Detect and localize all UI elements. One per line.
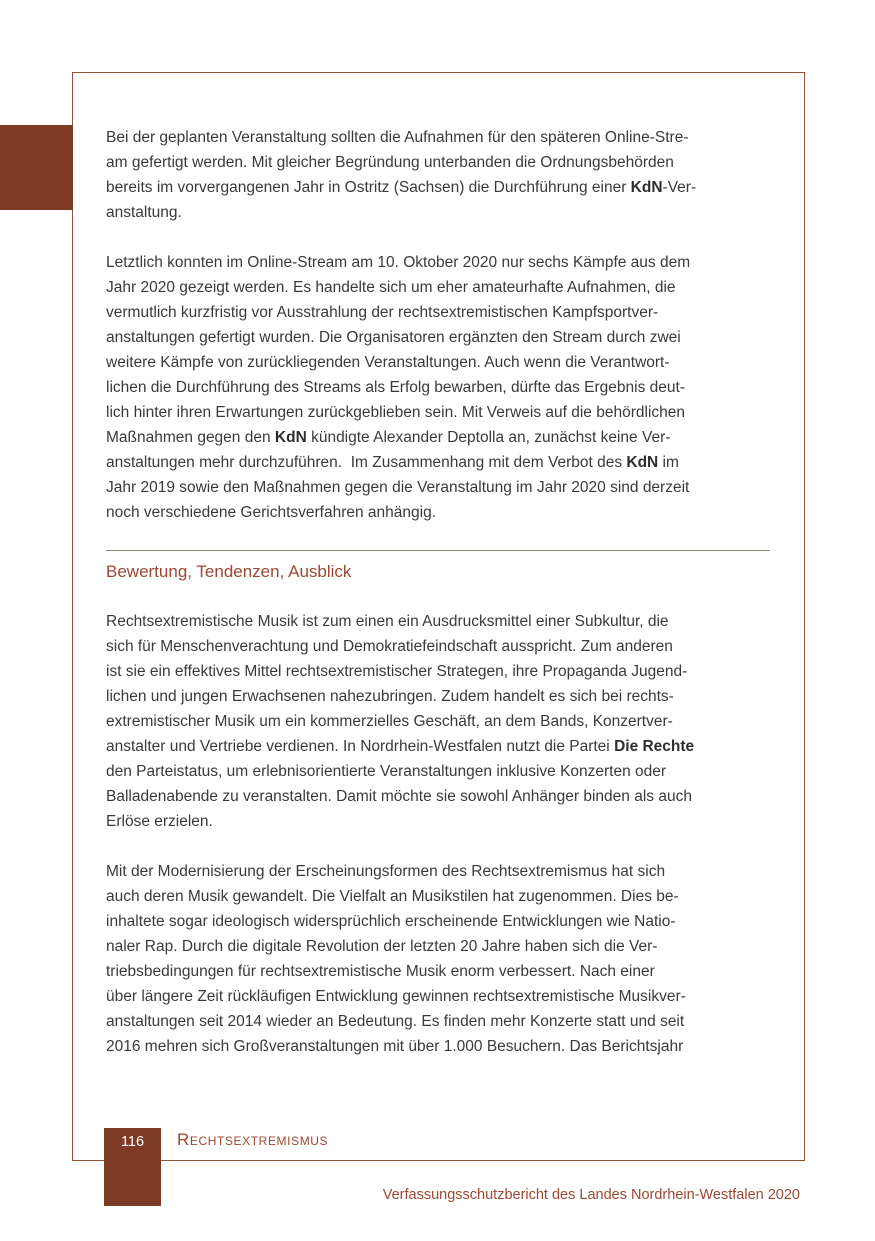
- page-frame: [72, 72, 805, 1161]
- page-number-box: [104, 1128, 161, 1206]
- paragraph: Rechtsextremistische Musik ist zum einen ein Ausdrucksmittel einer Subkultur, die sich für Menschenverachtung und Demokratiefeindschaft ausspricht. Zum anderen ist sie ein effektives Mittel rechtsextremistischer Strategen, ihre Propaganda Jugend- lichen und jungen Erwachsenen nahezubringen. Zudem handelt es sich bei rechts- extremistischer Musik um ein kommerzielles Geschäft, an dem Bands, Konzertver- anstalter und Vertriebe verdienen. In Nordrhein-Westfalen nutzt die Partei Die Rechte den Parteistatus, um erlebnisorientierte Veranstaltungen inklusive Konzerten oder Balladenabende zu veranstalten. Damit möchte sie sowohl Anhänger binden als auch Erlöse erzielen.: [106, 613, 695, 830]
- margin-tab: [0, 125, 73, 210]
- paragraph: Mit der Modernisierung der Erscheinungsformen des Rechtsextremismus hat sich auch deren Musik gewandelt. Die Vielfalt an Musikstilen hat zugenommen. Dies be- inhaltete sogar ideologisch widersprüchlich erscheinende Entwicklungen wie Natio- naler Rap. Durch die digitale Revolution der letzten 20 Jahre haben sich die Ver- triebsbedingungen für rechtsextremistische Musik enorm verbessert. Nach einer über längere Zeit rückläufigen Entwicklung gewinnen rechtsextremistische Musikver- anstaltungen seit 2014 wieder an Bedeutung. Es finden mehr Konzerte statt und seit 2016 mehren sich Großveranstaltungen mit über 1.000 Besuchern. Das Berichtsjahr: [106, 863, 686, 1055]
- paragraph: Bei der geplanten Veranstaltung sollten die Aufnahmen für den späteren Online-Stre- am gefertigt werden. Mit gleicher Begründung unterbanden die Ordnungsbehörden bereits im vorvergangenen Jahr in Ostritz (Sachsen) die Durchführung einer KdN-Ver- anstaltung.: [106, 129, 697, 221]
- page-number: 116: [120, 1134, 145, 1150]
- paragraph: Letztlich konnten im Online-Stream am 10. Oktober 2020 nur sechs Kämpfe aus dem Jahr 2020 gezeigt werden. Es handelte sich um eher amateurhafte Aufnahmen, die vermutlich kurzfristig vor Ausstrahlung der rechtsextremistischen Kampfsportver- anstaltungen gefertigt wurden. Die Organisatoren ergänzten den Stream durch zwei weitere Kämpfe von zurückliegenden Veranstaltungen. Auch wenn die Verantwort- lichen die Durchführung des Streams als Erfolg bewarben, dürfte das Ergebnis deut- lich hinter ihren Erwartungen zurückgeblieben sein. Mit Verweis auf die behördlichen Maßnahmen gegen den KdN kündigte Alexander Deptolla an, zunächst keine Ver- anstaltungen mehr durchzuführen. Im Zusammenhang mit dem Verbot des KdN im Jahr 2019 sowie den Maßnahmen gegen die Veranstaltung im Jahr 2020 sind derzeit noch verschiedene Gerichtsverfahren anhängig.: [106, 254, 691, 521]
- page-content: [106, 125, 770, 1084]
- running-head: Rechtsextremismus: [177, 1130, 329, 1149]
- document-footer: Verfassungsschutzbericht des Landes Nordrhein-Westfalen 2020: [382, 1187, 800, 1203]
- section-divider: [106, 550, 770, 551]
- section-heading: Bewertung, Tendenzen, Ausblick: [106, 562, 352, 581]
